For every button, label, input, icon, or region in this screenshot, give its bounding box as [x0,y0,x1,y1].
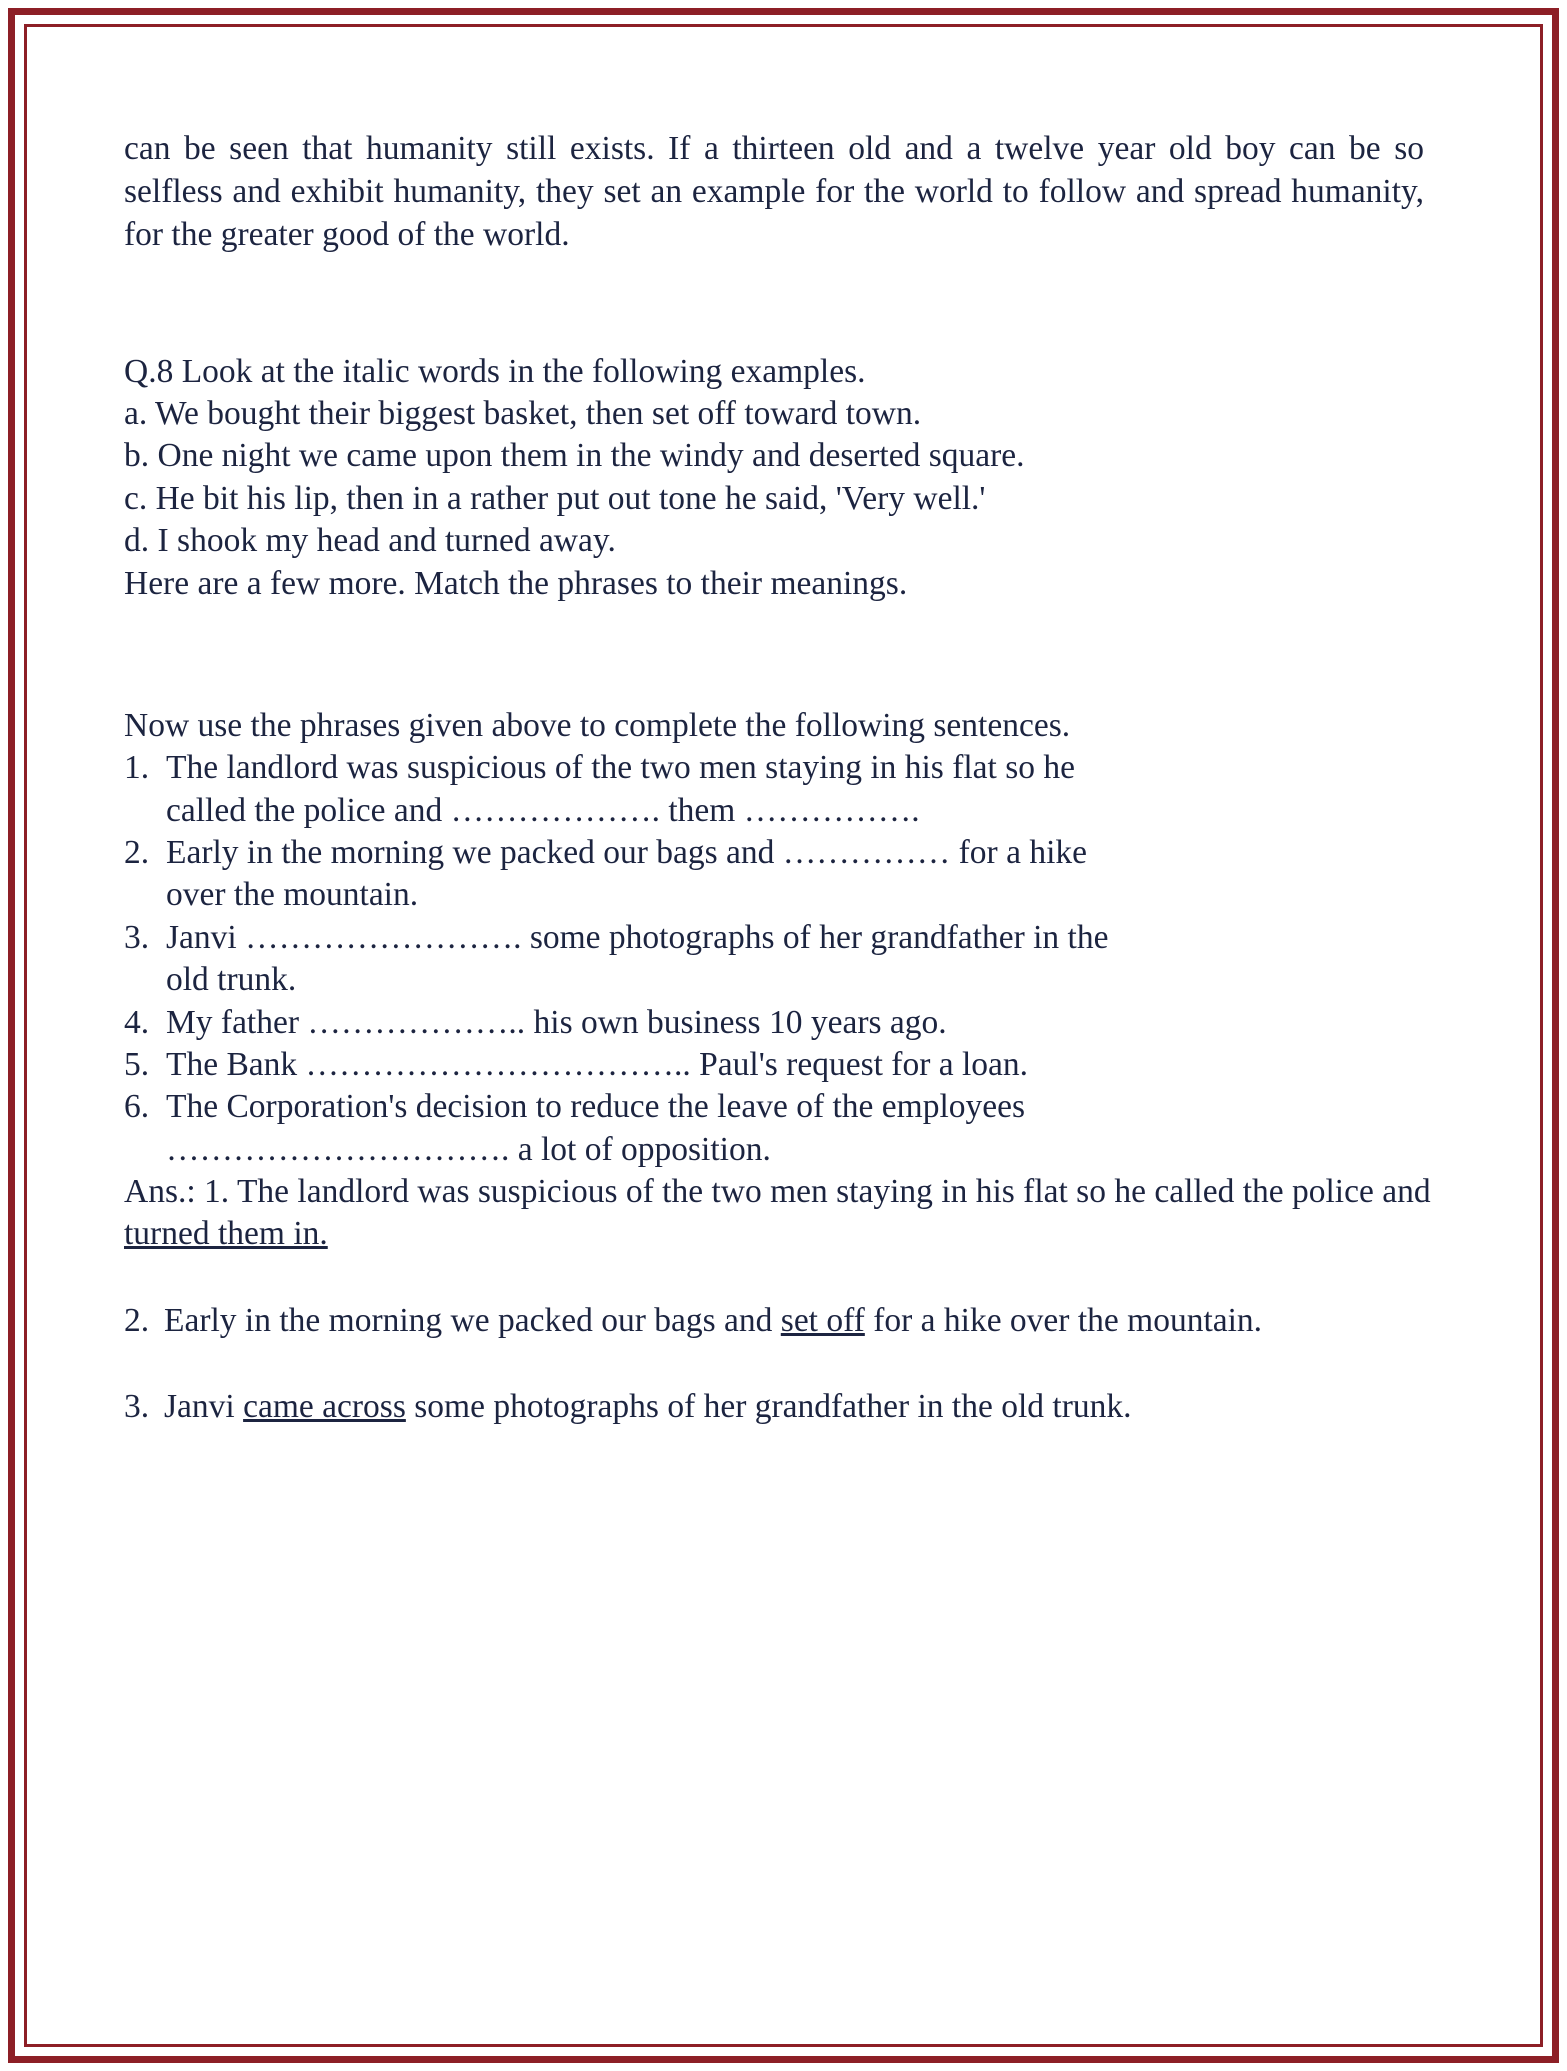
answer-item-underlined: set off [780,1301,865,1339]
list-item-text [166,747,1444,832]
answer-1-text: The landlord was suspicious of the two men staying in his flat so he called the police and [236,1173,1431,1210]
list-item-number: 1. [124,749,150,787]
answer-item-number: 3. [124,1388,150,1426]
list-item [124,1086,1444,1171]
list-item-line2: over the mountain. [166,876,419,914]
answer-item-text [164,1300,1444,1342]
spacer [124,257,1444,351]
list-item-line2: old trunk. [166,961,297,999]
answer-item-text [164,1386,1444,1428]
question-8-example-b: b. One night we came upon them in the windy and deserted square. [124,437,1025,475]
answer-item-before: Janvi [164,1388,244,1426]
question-8-prompt: Q.8 Look at the italic words in the following examples. [124,352,866,390]
exercise-instruction: Now use the phrases given above to complete the following sentences. [124,706,1071,744]
list-item-number: 4. [124,1003,150,1041]
list-item-line1: Early in the morning we packed our bags and …………… for a hike [166,834,1088,871]
list-item-line2: …………………………. a lot of opposition. [166,1130,771,1168]
question-8-example-a: a. We bought their biggest basket, then set off toward town. [124,395,922,432]
list-item-number: 5. [124,1045,150,1083]
list-item [124,1002,1444,1044]
list-item-line1: The Bank …………………………….. Paul's request for a loan. [166,1045,1029,1083]
list-item-number: 3. [124,918,150,956]
question-8-match-instruction: Here are a few more. Match the phrases to their meanings. [124,564,908,602]
spacer [124,1256,1444,1300]
list-item [124,747,1444,832]
answer-label: Ans.: 1. [124,1173,230,1210]
exercise-block [124,705,1444,1171]
list-item-text [166,917,1444,1002]
question-8-block [124,351,1444,605]
answer-item-underlined: came across [243,1388,406,1426]
question-8-example-c: c. He bit his lip, then in a rather put out tone he said, 'Very well.' [124,479,986,517]
list-item-text [166,832,1444,917]
spacer [124,605,1444,705]
spacer [124,1342,1444,1386]
list-item-line1: The Corporation's decision to reduce the leave of the employees [166,1088,1026,1126]
list-item-line1: My father ……………….. his own business 10 years ago. [166,1003,947,1041]
list-item-text [166,1002,1444,1044]
answer-item-after: for a hike over the mountain. [864,1301,1263,1339]
list-item [124,917,1444,1002]
list-item-text [166,1044,1444,1086]
intro-paragraph: can be seen that humanity still exists. If a thirteen old and a twelve year old boy can be so selfless and exhibit humanity, they set an example for the world to follow and spread humanity, for the greater good of the world. [124,130,1424,253]
list-item-line2: called the police and ………………. them ……………. [166,791,920,829]
answer-1-underlined: turned them in. [124,1215,328,1253]
list-item-number: 2. [124,834,150,871]
answer-item [124,1300,1444,1342]
answer-item-before: Early in the morning we packed our bags and [164,1301,781,1339]
answer-item-number: 2. [124,1301,150,1339]
list-item-text [166,1086,1444,1171]
answer-item [124,1386,1444,1428]
list-item [124,1044,1444,1086]
list-item [124,832,1444,917]
list-item-line1: Janvi ……………………. some photographs of her grandfather in the [166,918,1109,956]
page-content [124,128,1444,1429]
answer-1-block [124,1171,1444,1256]
list-item-line1: The landlord was suspicious of the two men staying in his flat so he [166,749,1076,787]
answer-item-after: some photographs of her grandfather in the old trunk. [405,1388,1132,1426]
question-8-example-d: d. I shook my head and turned away. [124,522,616,560]
list-item-number: 6. [124,1088,150,1126]
